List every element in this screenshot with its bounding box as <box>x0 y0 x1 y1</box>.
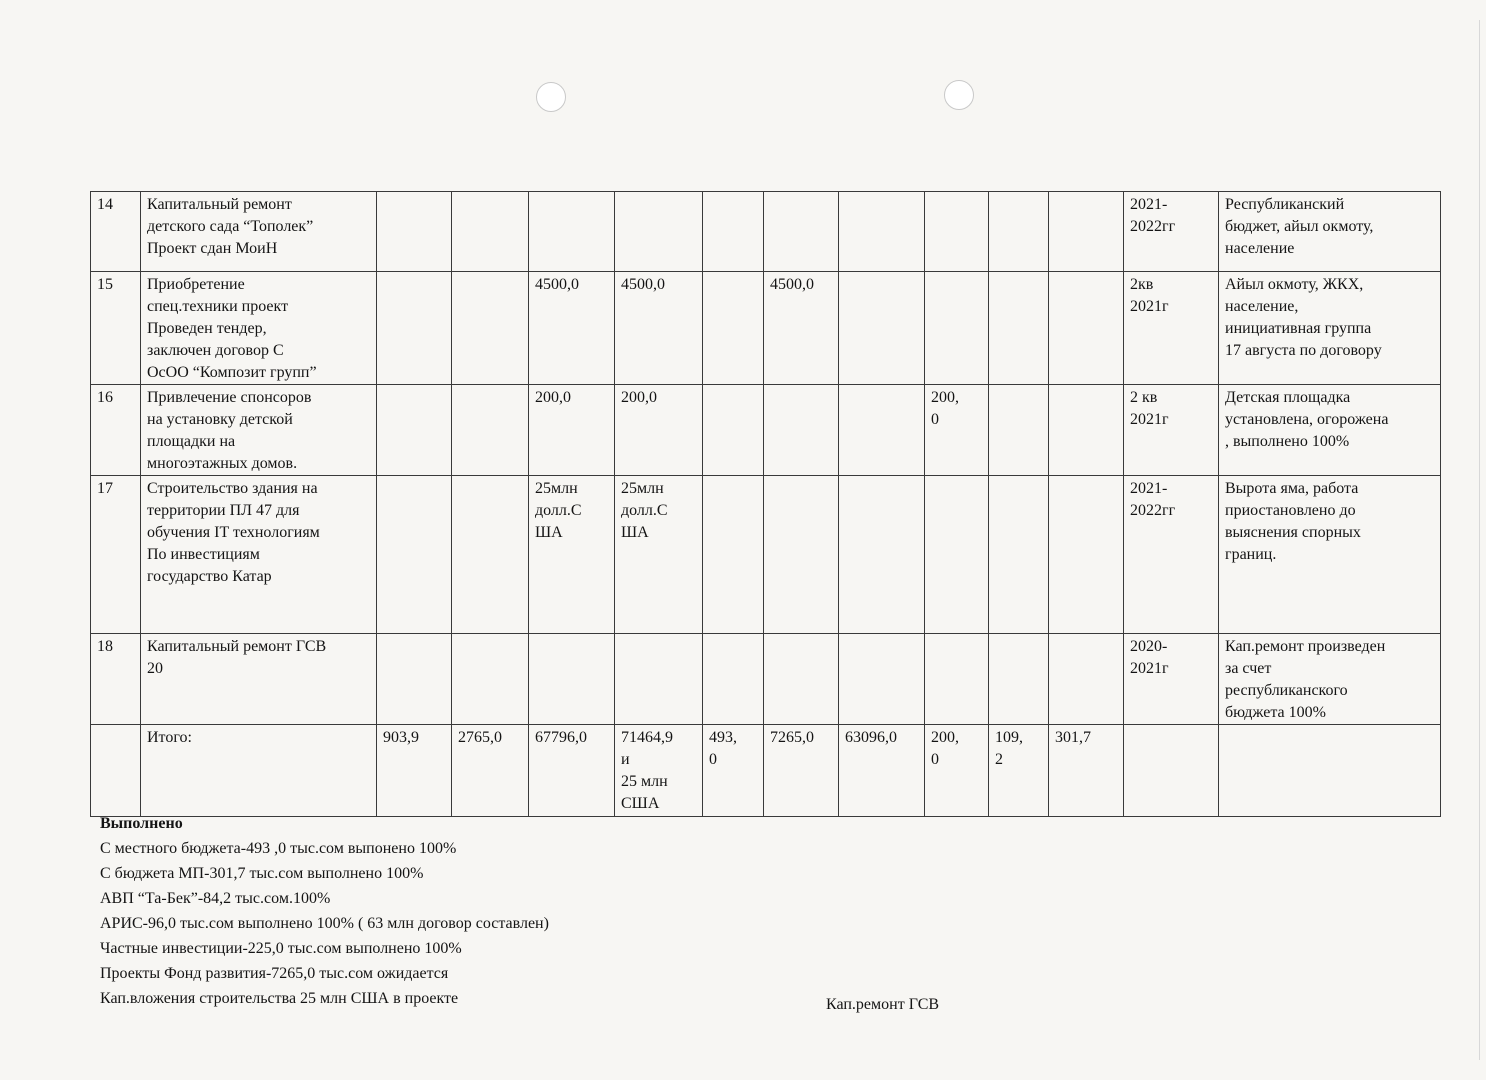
cell-c3 <box>529 634 615 725</box>
cell-c10 <box>1049 476 1124 634</box>
cell-c7 <box>839 476 925 634</box>
cell-line: детского сада “Тополек” <box>147 218 314 235</box>
cell-line: 200,0 <box>621 389 657 406</box>
cell-c9 <box>989 272 1049 385</box>
cell-c2 <box>452 725 529 817</box>
cell-c4 <box>615 476 703 634</box>
cell-line: 2021- <box>1130 196 1168 213</box>
cell-term <box>1124 272 1219 385</box>
cell-c10 <box>1049 634 1124 725</box>
cell-line: 0 <box>931 751 939 768</box>
cell-line: Приобретение <box>147 276 245 293</box>
cell-no: 15 <box>91 272 141 385</box>
cell-term <box>1124 192 1219 272</box>
cell-term <box>1124 634 1219 725</box>
cell-name <box>141 192 377 272</box>
cell-line: государство Катар <box>147 568 272 585</box>
cell-c5 <box>703 272 764 385</box>
cell-name <box>141 634 377 725</box>
cell-line: за счет <box>1225 660 1272 677</box>
cell-line: установлена, огорожена <box>1225 411 1389 428</box>
cell-c7 <box>839 725 925 817</box>
cell-c2 <box>452 634 529 725</box>
cell-no: 14 <box>91 192 141 272</box>
cell-source <box>1219 385 1441 476</box>
cell-no: 16 <box>91 385 141 476</box>
cell-c7 <box>839 192 925 272</box>
cell-line: 2021г <box>1130 411 1169 428</box>
cell-term <box>1124 725 1219 817</box>
cell-line: Вырота яма, работа <box>1225 480 1359 497</box>
cell-name <box>141 272 377 385</box>
cell-line: Республиканский <box>1225 196 1345 213</box>
cell-line: Айыл окмоту, ЖКХ, <box>1225 276 1364 293</box>
cell-line: границ. <box>1225 546 1277 563</box>
cell-line: 2022гг <box>1130 218 1176 235</box>
cell-c6 <box>764 476 839 634</box>
cell-line: 4500,0 <box>621 276 665 293</box>
cell-line: ША <box>535 524 563 541</box>
cell-c3 <box>529 725 615 817</box>
page-edge <box>1479 20 1480 1060</box>
cell-line: Итого: <box>147 729 192 746</box>
cell-c6 <box>764 725 839 817</box>
cell-line: население, <box>1225 298 1299 315</box>
cell-c10 <box>1049 192 1124 272</box>
cell-source <box>1219 192 1441 272</box>
cell-c5 <box>703 192 764 272</box>
summary-line: АРИС-96,0 тыс.сом выполнено 100% ( 63 млн договор составлен) <box>100 915 549 932</box>
cell-c4 <box>615 725 703 817</box>
cell-c1 <box>377 385 452 476</box>
cell-line: долл.С <box>535 502 582 519</box>
cell-c8 <box>925 385 989 476</box>
cell-line: обучения IT технологиям <box>147 524 320 541</box>
cell-line: спец.техники проект <box>147 298 289 315</box>
cell-line: 7265,0 <box>770 729 814 746</box>
cell-line: 67796,0 <box>535 729 587 746</box>
cell-c6 <box>764 192 839 272</box>
table-row <box>91 476 1441 634</box>
cell-c9 <box>989 725 1049 817</box>
cell-line: республиканского <box>1225 682 1348 699</box>
cell-c8 <box>925 476 989 634</box>
cell-line: 20 <box>147 660 163 677</box>
cell-line: территории ПЛ 47 для <box>147 502 300 519</box>
cell-line: инициативная группа <box>1225 320 1372 337</box>
cell-c8 <box>925 192 989 272</box>
cell-line: долл.С <box>621 502 668 519</box>
cell-line: 301,7 <box>1055 729 1091 746</box>
cell-line: Капитальный ремонт <box>147 196 292 213</box>
cell-line: 25 млн <box>621 773 668 790</box>
cell-c2 <box>452 476 529 634</box>
cell-line: 2020- <box>1130 638 1168 655</box>
cell-line: бюджет, айыл окмоту, <box>1225 218 1374 235</box>
cell-c10 <box>1049 385 1124 476</box>
cell-c8 <box>925 272 989 385</box>
cell-c10 <box>1049 725 1124 817</box>
cell-name <box>141 385 377 476</box>
cell-c9 <box>989 385 1049 476</box>
cell-line: 200,0 <box>535 389 571 406</box>
cell-line: 0 <box>931 411 939 428</box>
cell-line: приостановлено до <box>1225 502 1356 519</box>
cell-line: ОсОО “Композит групп” <box>147 364 317 381</box>
cell-line: 2765,0 <box>458 729 502 746</box>
cell-c1 <box>377 272 452 385</box>
cell-line: 2 <box>995 751 1003 768</box>
cell-line: 109, <box>995 729 1023 746</box>
cell-c5 <box>703 725 764 817</box>
cell-c5 <box>703 385 764 476</box>
cell-line: Капитальный ремонт ГСВ <box>147 638 327 655</box>
cell-name <box>141 476 377 634</box>
cell-c4 <box>615 634 703 725</box>
cell-c3 <box>529 385 615 476</box>
summary-block <box>100 811 549 1011</box>
summary-line: С местного бюджета-493 ,0 тыс.сом выпонено 100% <box>100 840 457 857</box>
cell-c6 <box>764 385 839 476</box>
summary-line: АВП “Та-Бек”-84,2 тыс.сом.100% <box>100 890 331 907</box>
cell-line: и <box>621 751 630 768</box>
cell-c3 <box>529 272 615 385</box>
cell-term <box>1124 385 1219 476</box>
cell-c1 <box>377 634 452 725</box>
summary-line: С бюджета МП-301,7 тыс.сом выполнено 100% <box>100 865 424 882</box>
cell-c5 <box>703 634 764 725</box>
cell-line: 2021- <box>1130 480 1168 497</box>
summary-heading: Выполнено <box>100 815 183 832</box>
cell-line: ША <box>621 524 649 541</box>
cell-line: Строительство здания на <box>147 480 318 497</box>
cell-c4 <box>615 192 703 272</box>
cell-c2 <box>452 385 529 476</box>
cell-source <box>1219 272 1441 385</box>
cell-c3 <box>529 476 615 634</box>
cell-c2 <box>452 272 529 385</box>
cell-c5 <box>703 476 764 634</box>
cell-line: 4500,0 <box>770 276 814 293</box>
cell-source <box>1219 725 1441 817</box>
cell-c4 <box>615 272 703 385</box>
cell-source <box>1219 634 1441 725</box>
cell-line: Привлечение спонсоров <box>147 389 312 406</box>
cell-line: 63096,0 <box>845 729 897 746</box>
cell-line: площадки на <box>147 433 236 450</box>
cell-line: Кап.ремонт произведен <box>1225 638 1386 655</box>
cell-line: Проект сдан МоиН <box>147 240 278 257</box>
cell-c7 <box>839 272 925 385</box>
table-row <box>91 634 1441 725</box>
table-row <box>91 192 1441 272</box>
cell-c4 <box>615 385 703 476</box>
plan-table <box>90 191 1441 817</box>
cell-line: Детская площадка <box>1225 389 1351 406</box>
cell-c1 <box>377 192 452 272</box>
cell-line: 2021г <box>1130 660 1169 677</box>
cell-line: 2 кв <box>1130 389 1158 406</box>
cell-line: население <box>1225 240 1295 257</box>
cell-c1 <box>377 725 452 817</box>
cell-no: 18 <box>91 634 141 725</box>
cell-line: 17 августа по договору <box>1225 342 1382 359</box>
cell-line: 2021г <box>1130 298 1169 315</box>
cell-line: 200, <box>931 729 959 746</box>
cell-source <box>1219 476 1441 634</box>
cell-line: 2022гг <box>1130 502 1176 519</box>
side-note: Кап.ремонт ГСВ <box>826 996 940 1013</box>
cell-line: 25млн <box>621 480 664 497</box>
cell-line: , выполнено 100% <box>1225 433 1350 450</box>
cell-line: По инвестициям <box>147 546 260 563</box>
cell-line: США <box>621 795 660 812</box>
cell-line: заключен договор С <box>147 342 284 359</box>
cell-line: 903,9 <box>383 729 419 746</box>
cell-c8 <box>925 634 989 725</box>
cell-c7 <box>839 634 925 725</box>
cell-line: выяснения спорных <box>1225 524 1361 541</box>
table-row <box>91 272 1441 385</box>
cell-c3 <box>529 192 615 272</box>
cell-no: 17 <box>91 476 141 634</box>
cell-c8 <box>925 725 989 817</box>
punch-hole-right <box>944 80 974 110</box>
cell-c2 <box>452 192 529 272</box>
cell-line: многоэтажных домов. <box>147 455 298 472</box>
cell-line: 25млн <box>535 480 578 497</box>
cell-line: бюджета 100% <box>1225 704 1326 721</box>
cell-line: 493, <box>709 729 737 746</box>
cell-c10 <box>1049 272 1124 385</box>
cell-line: Проведен тендер, <box>147 320 267 337</box>
cell-c9 <box>989 476 1049 634</box>
table-row <box>91 725 1441 817</box>
cell-c9 <box>989 634 1049 725</box>
summary-line: Частные инвестиции-225,0 тыс.сом выполнено 100% <box>100 940 462 957</box>
cell-name <box>141 725 377 817</box>
cell-c1 <box>377 476 452 634</box>
punch-hole-left <box>536 82 566 112</box>
cell-c6 <box>764 272 839 385</box>
table-row <box>91 385 1441 476</box>
cell-term <box>1124 476 1219 634</box>
cell-line: 0 <box>709 751 717 768</box>
cell-no <box>91 725 141 817</box>
summary-line: Проекты Фонд развития-7265,0 тыс.сом ожидается <box>100 965 449 982</box>
summary-line: Кап.вложения строительства 25 млн США в проекте <box>100 990 459 1007</box>
cell-line: 71464,9 <box>621 729 673 746</box>
cell-line: 200, <box>931 389 959 406</box>
cell-line: 4500,0 <box>535 276 579 293</box>
cell-c7 <box>839 385 925 476</box>
cell-line: 2кв <box>1130 276 1154 293</box>
cell-c6 <box>764 634 839 725</box>
cell-c9 <box>989 192 1049 272</box>
cell-line: на установку детской <box>147 411 293 428</box>
